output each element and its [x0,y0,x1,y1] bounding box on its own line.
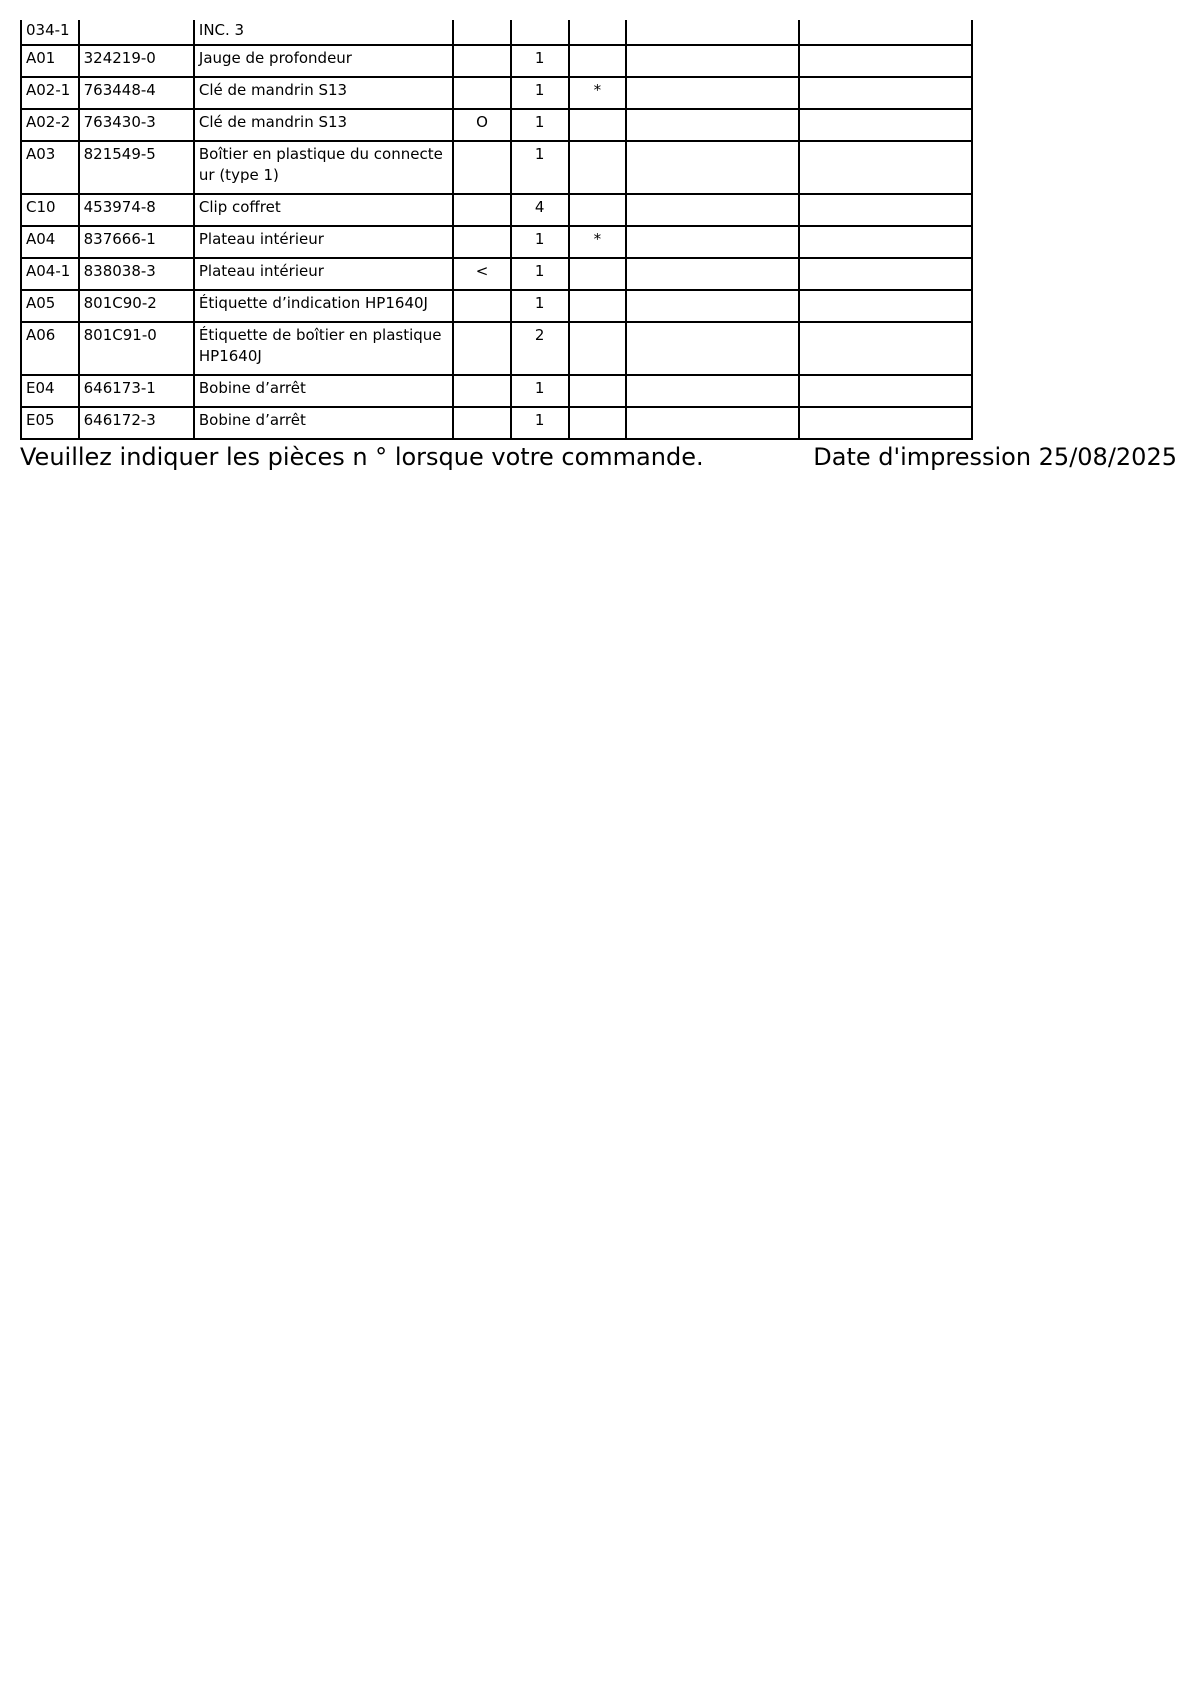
empty-cell [626,141,799,194]
empty-cell [626,77,799,109]
flag-cell [453,141,511,194]
empty-cell [626,226,799,258]
description-cell: Clé de mandrin S13 [194,109,453,141]
mark-cell [569,375,627,407]
part-number-cell: 801C91-0 [79,322,194,375]
mark-cell [569,45,627,77]
flag-cell [453,322,511,375]
description-cell: Étiquette de boîtier en plastique HP1640J [194,322,453,375]
table-row [21,194,972,226]
quantity-cell: 1 [511,45,569,77]
description-cell: Clé de mandrin S13 [194,77,453,109]
print-date: Date d'impression 25/08/2025 [813,443,1177,471]
empty-cell [799,45,972,77]
empty-cell [799,226,972,258]
quantity-cell: 1 [511,258,569,290]
table-row [21,407,972,439]
table-row [21,109,972,141]
flag-cell [453,375,511,407]
empty-cell [626,20,799,45]
table-row [21,20,972,45]
empty-cell [799,258,972,290]
empty-cell [626,109,799,141]
table-row [21,141,972,194]
item-cell: A02-2 [21,109,79,141]
empty-cell [799,375,972,407]
mark-cell [569,20,627,45]
quantity-cell: 1 [511,109,569,141]
flag-cell [453,290,511,322]
table-row [21,322,972,375]
flag-cell [453,226,511,258]
empty-cell [799,20,972,45]
description-cell: Plateau intérieur [194,258,453,290]
empty-cell [626,375,799,407]
empty-cell [626,407,799,439]
part-number-cell [79,20,194,45]
flag-cell [453,194,511,226]
quantity-cell: 1 [511,226,569,258]
mark-cell [569,194,627,226]
item-cell: A04 [21,226,79,258]
table-row [21,77,972,109]
description-cell: Boîtier en plastique du connecte ur (type 1) [194,141,453,194]
part-number-cell: 453974-8 [79,194,194,226]
empty-cell [626,45,799,77]
description-cell: Plateau intérieur [194,226,453,258]
flag-cell [453,77,511,109]
flag-cell [453,407,511,439]
quantity-cell: 1 [511,375,569,407]
table-row [21,45,972,77]
quantity-cell: 1 [511,77,569,109]
item-cell: A06 [21,322,79,375]
empty-cell [626,194,799,226]
item-cell: 034-1 [21,20,79,45]
table-row [21,375,972,407]
description-cell: Clip coffret [194,194,453,226]
mark-cell [569,258,627,290]
empty-cell [626,290,799,322]
part-number-cell: 838038-3 [79,258,194,290]
item-cell: A03 [21,141,79,194]
mark-cell [569,109,627,141]
empty-cell [626,258,799,290]
empty-cell [799,194,972,226]
flag-cell: < [453,258,511,290]
table-row [21,226,972,258]
item-cell: C10 [21,194,79,226]
quantity-cell: 1 [511,141,569,194]
part-number-cell: 801C90-2 [79,290,194,322]
quantity-cell: 1 [511,407,569,439]
mark-cell [569,290,627,322]
flag-cell [453,45,511,77]
description-cell: Jauge de profondeur [194,45,453,77]
empty-cell [799,322,972,375]
description-cell: Bobine d’arrêt [194,375,453,407]
flag-cell: O [453,109,511,141]
quantity-cell: 2 [511,322,569,375]
item-cell: A05 [21,290,79,322]
mark-cell [569,141,627,194]
empty-cell [799,290,972,322]
quantity-cell [511,20,569,45]
part-number-cell: 821549-5 [79,141,194,194]
description-cell: Bobine d’arrêt [194,407,453,439]
empty-cell [799,141,972,194]
mark-cell: * [569,77,627,109]
mark-cell [569,322,627,375]
table-row [21,290,972,322]
empty-cell [626,322,799,375]
empty-cell [799,407,972,439]
item-cell: A02-1 [21,77,79,109]
item-cell: A04-1 [21,258,79,290]
flag-cell [453,20,511,45]
description-cell: INC. 3 [194,20,453,45]
empty-cell [799,77,972,109]
table-row [21,258,972,290]
quantity-cell: 4 [511,194,569,226]
item-cell: A01 [21,45,79,77]
empty-cell [799,109,972,141]
part-number-cell: 763448-4 [79,77,194,109]
item-cell: E04 [21,375,79,407]
part-number-cell: 646172-3 [79,407,194,439]
part-number-cell: 324219-0 [79,45,194,77]
part-number-cell: 837666-1 [79,226,194,258]
quantity-cell: 1 [511,290,569,322]
parts-table [20,20,973,440]
part-number-cell: 763430-3 [79,109,194,141]
order-instruction-note: Veuillez indiquer les pièces n ° lorsque votre commande. [20,443,704,471]
description-cell: Étiquette d’indication HP1640J [194,290,453,322]
mark-cell: * [569,226,627,258]
part-number-cell: 646173-1 [79,375,194,407]
mark-cell [569,407,627,439]
item-cell: E05 [21,407,79,439]
